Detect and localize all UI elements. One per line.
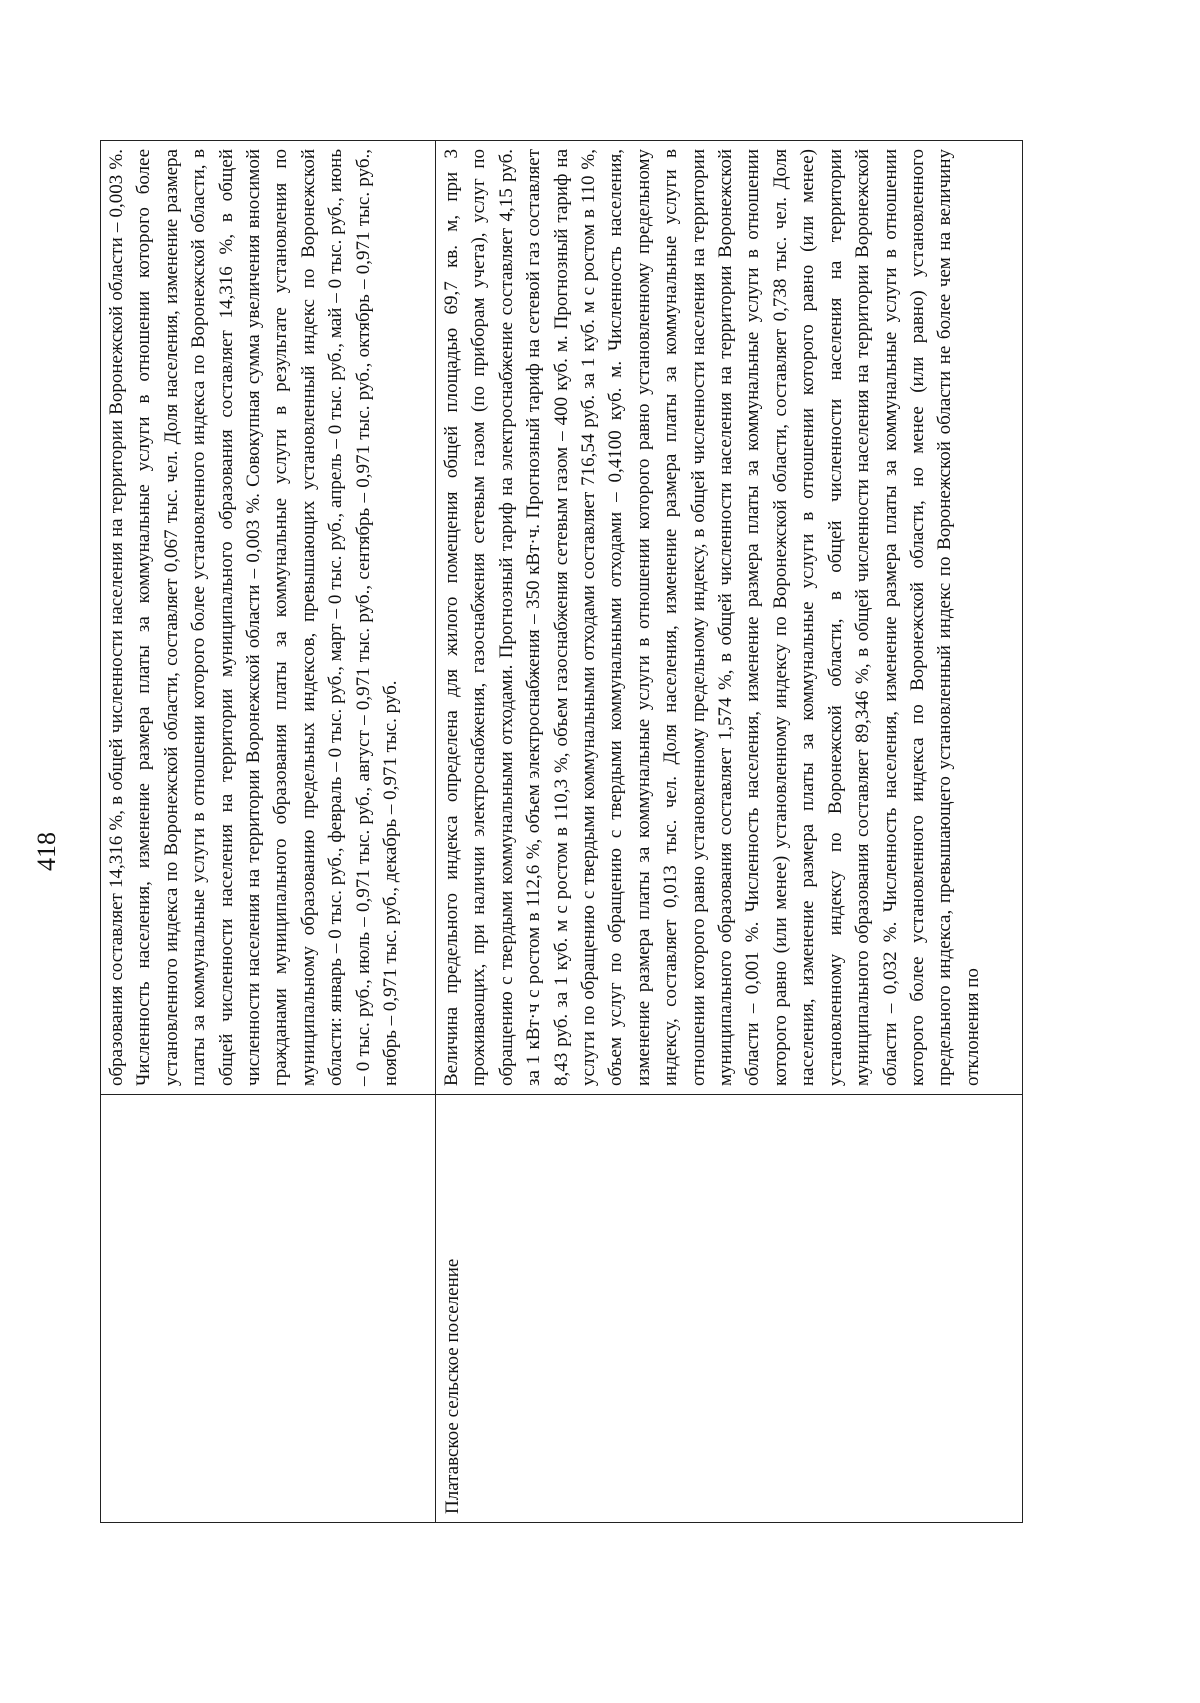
municipality-name-cell — [101, 1095, 436, 1523]
table-row — [436, 141, 1023, 1523]
municipality-name — [103, 1103, 104, 1514]
description-text: образования составляет 14,316 %, в общей численности населения на территории Воронежской области – 0,003 %. Численность населения, изменение размера платы за коммунальные услуги в отношении которого более установленного индекса по Воронежской области, составляет 0,067 тыс. чел. Доля населения, изменение размера платы за коммунальные услуги в отношении которого более установленного индекса по Воронежской области, в общей численности населения на территории муниципального образования составляет 14,316 %, в общей численности населения на территории Воронежской области – 0,003 %. Совокупная сумма увеличения вносимой гражданами муниципального образования платы за коммунальные услуги в результате установления по муниципальному образованию предельных индексов, превышающих установленный индекс по Воронежской области: январь – 0 тыс. руб., февраль – 0 тыс. руб., март – 0 тыс. руб., апрель – 0 тыс. руб., май – 0 тыс. руб., июнь – 0 тыс. руб., июль – 0,971 тыс. руб., август – 0,971 тыс. руб., сентябрь – 0,971 тыс. руб., октябрь – 0,971 тыс. руб., ноябрь – 0,971 тыс. руб., декабрь – 0,971 тыс. руб. — [106, 149, 402, 1086]
municipality-name-cell — [436, 1095, 1023, 1523]
table-row — [101, 141, 436, 1523]
municipality-name: Платавское сельское поселение — [442, 1258, 463, 1514]
description-text: Величина предельного индекса определена для жилого помещения общей площадью 69,7 кв. м, при 3 проживающих, при наличии электроснабжения, газоснабжения сетевым газом (по приборам учета), услуг по обращению с твердыми коммунальными отходами. Прогнозный тариф на электроснабжение составляет 4,15 руб. за 1 кВт·ч с ростом в 112,6 %, объем электроснабжения – 350 кВт·ч. Прогнозный тариф на сетевой газ составляет 8,43 руб. за 1 куб. м с ростом в 110,3 %, объем газоснабжения сетевым газом – 400 куб. м. Прогнозный тариф на услуги по обращению с твердыми коммунальными отходами составляет 716,54 руб. за 1 куб. м с ростом в 110 %, объем услуг по обращению с твердыми коммунальными отходами – 0,4100 куб. м. Численность населения, изменение размера платы за коммунальные услуги в отношении которого равно установленному предельному индексу, составляет 0,013 тыс. чел. Доля населения, изменение размера платы за коммунальные услуги в отношении которого равно установленному предельному индексу, в общей численности населения на территории муниципального образования составляет 1,574 %, в общей численности населения на территории Воронежской области – 0,001 %. Численность населения, изменение размера платы за коммунальные услуги в отношении которого равно (или менее) установленному индексу по Воронежской области, составляет 0,738 тыс. чел. Доля населения, изменение размера платы за коммунальные услуги в отношении которого равно (или менее) установленному индексу по Воронежской области, в общей численности населения на территории муниципального образования составляет 89,346 %, в общей численности населения на территории Воронежской области – 0,032 %. Численность населения, изменение размера платы за коммунальные услуги в отношении которого более установленного индекса по Воронежской области, но менее (или равно) установленного предельного индекса, превышающего установленный индекс по Воронежской области не более чем на величину отклонения по — [441, 149, 983, 1086]
data-table — [100, 140, 1023, 1523]
description-cell — [436, 141, 1023, 1095]
page-number: 418 — [32, 832, 61, 871]
description-cell — [101, 141, 436, 1095]
